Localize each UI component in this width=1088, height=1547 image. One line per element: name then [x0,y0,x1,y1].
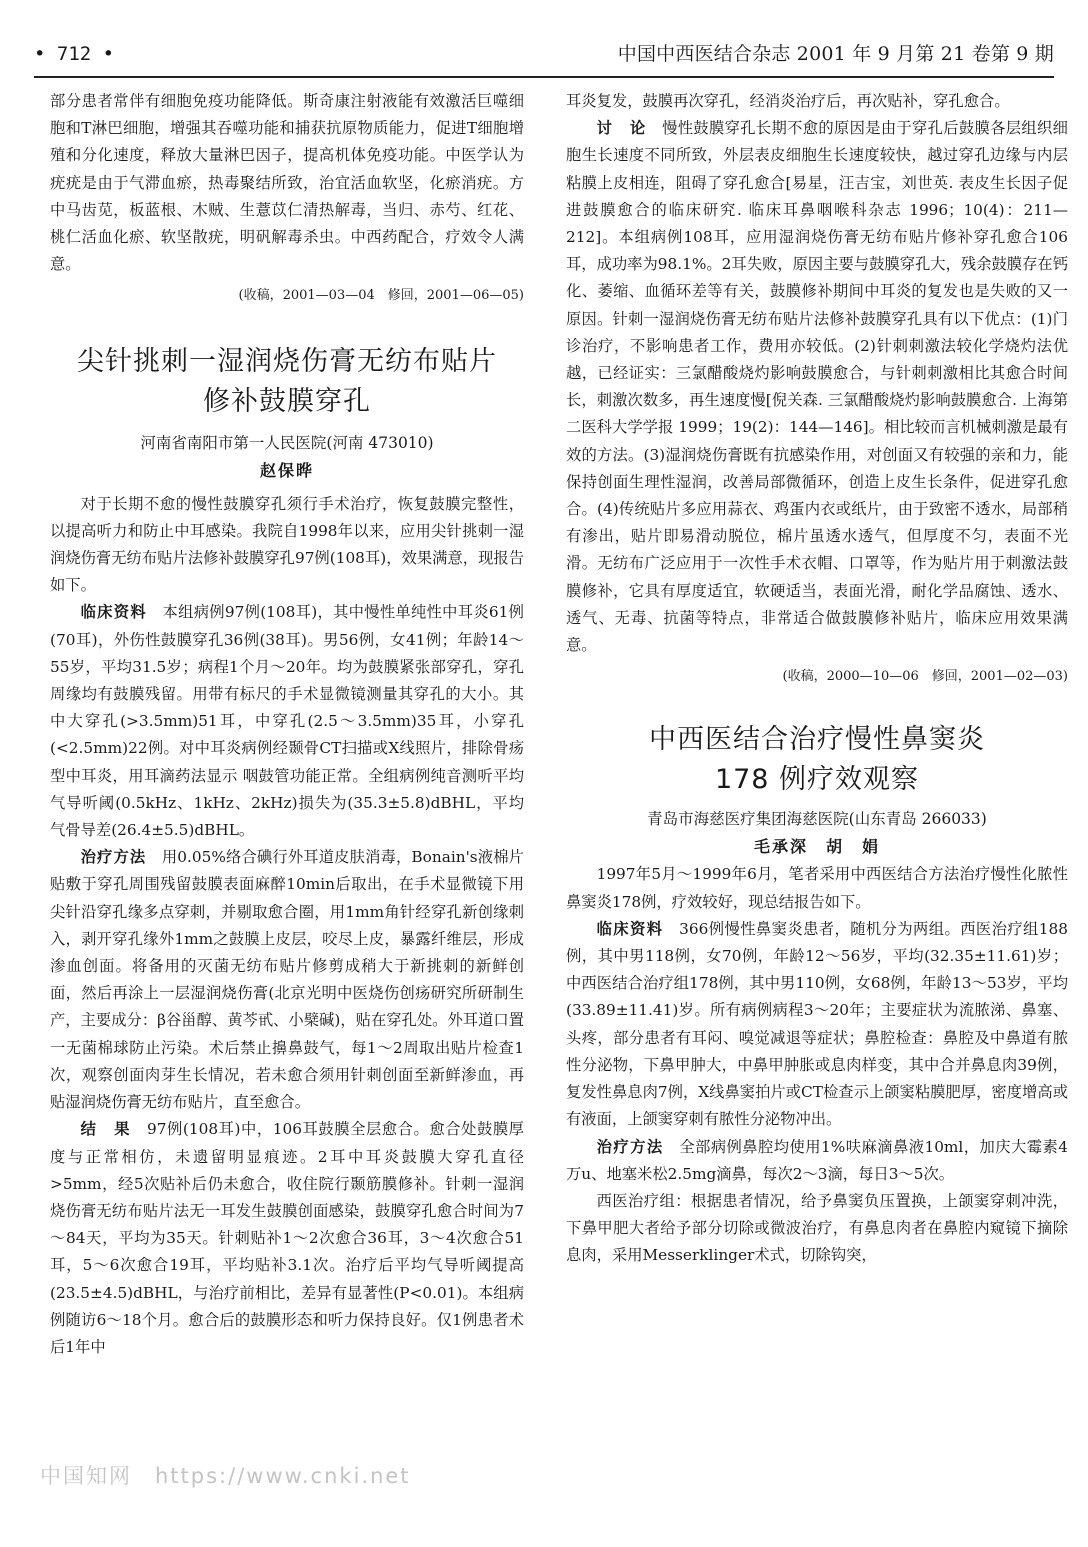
article-author: 赵保晔 [259,460,314,480]
header-rule [34,76,1054,78]
article-title-line2: 修补鼓膜穿孔 [203,385,371,417]
discussion-text: 慢性鼓膜穿孔长期不愈的原因是由于穿孔后鼓膜各层组织细胞生长速度不同所致，外层表皮细胞生长速度较快，越过穿孔边缘与内层粘膜上皮相连，阻碍了穿孔愈合[易星，汪吉宝，刘世英. 表皮生长因子促进鼓膜愈合的临床研究. 临床耳鼻咽喉科杂志 1996；10(4)：211—212]。本组病例108耳，应用湿润烧伤膏无纺布贴片修补穿孔愈合106耳，成功率为98.1%。2耳失败，原因主要与鼓膜穿孔大，残余鼓膜存在钙化、萎缩、血循环差等有关，鼓膜修补期间中耳炎的复发也是失败的又一原因。针刺一湿润烧伤膏无纺布贴片法修补鼓膜穿孔具有以下优点：(1)门诊治疗，不影响患者工作，费用亦较低。(2)针刺刺激法较化学烧灼法优越，已经证实：三氯醋酸烧灼影响鼓膜愈合，与针刺刺激相比其愈合时间长，刺激次数多，再生速度慢[倪关森. 三氯醋酸烧灼影响鼓膜愈合. 上海第二医科大学学报 1999；19(2)：144—146]。相比较而言机械刺激是最有效的方法。(3)湿润烧伤膏既有抗感染作用，对创面又有较强的亲和力，能保持创面生理性湿润，改善局部微循环，创造上皮生长条件，促进穿孔愈合。(4)传统贴片多应用蒜衣、鸡蛋内衣或纸片，由于致密不透水，局部稍有渗出，贴片即易滑动脱位，棉片虽透水透气，但厚度不匀，表面不光滑。无纺布广泛应用于一次性手术衣帽、口罩等，作为贴片用于刺激法鼓膜修补，它具有厚度适宜，软硬适当，表面光滑，耐化学品腐蚀、透水、透气、无毒、抗菌等特点，非常适合做鼓膜修补贴片，临床应用效果满意。 [566,119,1068,655]
article2-western-paragraph: 西医治疗组：根据患者情况，给予鼻窦负压置换，上颌窦穿刺冲洗，下鼻甲肥大者给予部分切除或微波治疗，有鼻息肉者在鼻腔内窥镜下摘除息肉，采用Messerklinger术式，切除钩突， [566,1191,1068,1265]
article-title-line1: 尖针挑刺一湿润烧伤膏无纺布贴片 [77,345,497,377]
clinical-data-paragraph [50,599,524,844]
left-column [50,88,524,1361]
journal-citation: 中国中西医结合杂志 2001 年 9 月第 21 卷第 9 期 [617,43,1054,65]
previous-article-received-date: (收稿，2001—03—04 修回，2001—06—05) [238,288,524,304]
discussion-paragraph [566,115,1068,659]
cnki-watermark: 中国知网 https://www.cnki.net [40,1464,411,1488]
article2-method-text: 全部病例鼻腔均使用1%呋麻滴鼻液10ml，加庆大霉素4万u、地塞米松2.5mg滴鼻，每次2～3滴，每日3～5次。 [566,1137,1068,1183]
treatment-method-paragraph [50,844,524,1116]
article2-affiliation: 青岛市海慈医疗集团海慈医院(山东青岛 266033) [647,810,987,829]
article2-clinical-text: 366例慢性鼻窦炎患者，随机分为两组。西医治疗组188例，其中男118例，女70例，年龄12～56岁，平均(32.35±11.61)岁；中西医结合治疗组178例，其中男110例，女68例，年龄13～53岁，平均(33.89±11.41)岁。所有病例病程3～20年；主要症状为流脓涕、鼻塞、头疼，部分患者有耳闷、嗅觉减退等症状；鼻腔检查：鼻腔及中鼻道有脓性分泌物，下鼻甲肿大，中鼻甲肿胀或息肉样变，其中合并鼻息肉39例，复发性鼻息肉7例，X线鼻窦拍片或CT检查示上颌窦粘膜肥厚，密度增高或有液面，上颌窦穿刺有脓性分泌物冲出。 [566,919,1068,1129]
discussion-label: 讨 论 [596,119,647,138]
clinical-data-label: 临床资料 [80,603,147,622]
right-column [566,88,1068,1270]
article2-title-line1: 中西医结合治疗慢性鼻窦炎 [649,724,985,756]
treatment-method-label: 治疗方法 [80,848,147,867]
article2-method-paragraph [566,1134,1068,1188]
result-text: 97例(108耳)中，106耳鼓膜全层愈合。愈合处鼓膜厚度与正常相仿，未遗留明显痕迹。2耳中耳炎鼓膜大穿孔直径>5mm，经5次贴补后仍未愈合，收住院行颞筋膜修补。针刺一湿润烧伤膏无纺布贴片法无一耳发生鼓膜创面感染，鼓膜穿孔愈合时间为7～84天，平均为35天。针刺贴补1～2次愈合36耳，3～4次愈合51耳，5～6次愈合19耳，平均贴补3.1次。治疗后平均气导听阈提高(23.5±4.5)dBHL，与治疗前相比，差异有显著性(P<0.01)。本组病例随访6～18个月。愈合后的鼓膜形态和听力保持良好。仅1例患者术后1年中 [50,1120,524,1356]
previous-article-ending: 部分患者常伴有细胞免疫功能降低。斯奇康注射液能有效激活巨噬细胞和T淋巴细胞，增强其吞噬功能和捕获抗原物质能力，促进T细胞增殖和分化速度，释放大量淋巴因子，提高机体免疫功能。中医学认为疣疣是由于气滞血瘀，热毒聚结所致，治宜活血软坚，化瘀消疣。方中马齿苋，板蓝根、木贼、生薏苡仁清热解毒，当归、赤芍、红花、桃仁活血化瘀、软坚散疣，明矾解毒杀虫。中西药配合，疗效令人满意。 [50,92,524,274]
clinical-data-text: 本组病例97例(108耳)，其中慢性单纯性中耳炎61例(70耳)，外伤性鼓膜穿孔36例(38耳)。男56例，女41例；年龄14～55岁，平均31.5岁；病程1个月～20年。均为鼓膜紧张部穿孔，穿孔周缘均有鼓膜残留。用带有标尺的手术显微镜测量其穿孔的大小。其中大穿孔(>3.5mm)51耳，中穿孔(2.5～3.5mm)35耳，小穿孔(<2.5mm)22例。对中耳炎病例经颞骨CT扫描或X线照片，排除骨疡型中耳炎，用耳滴药法显示 咽鼓管功能正常。全组病例纯音测听平均气导听阈(0.5kHz、1kHz、2kHz)损失为(35.3±5.8)dBHL，平均气骨导差(26.4±5.5)dBHL。 [50,603,524,840]
article-intro: 对于长期不愈的慢性鼓膜穿孔须行手术治疗，恢复鼓膜完整性，以提高听力和防止中耳感染。我院自1998年以来，应用尖针挑刺一湿润烧伤膏无纺布贴片法修补鼓膜穿孔97例(108耳)，效果满意，现报告如下。 [50,494,524,595]
result-label: 结 果 [80,1120,132,1139]
article2-intro: 1997年5月～1999年6月，笔者采用中西医结合方法治疗慢性化脓性鼻窦炎178例，疗效较好，现总结报告如下。 [566,865,1068,911]
result-paragraph [50,1116,524,1361]
article2-clinical-label: 临床资料 [596,919,664,938]
article2-clinical-paragraph [566,916,1068,1134]
article2-authors: 毛承深 胡 娟 [753,837,880,857]
article-affiliation: 河南省南阳市第一人民医院(河南 473010) [140,433,434,452]
treatment-method-text: 用0.05%络合碘行外耳道皮肤消毒，Bonain's液棉片贴敷于穿孔周围残留鼓膜表面麻醉10min后取出，在手术显微镜下用尖针沿穿孔缘多点穿刺，并剔取愈合圈，用1mm角针经穿孔新创缘刺入，剥开穿孔缘外1mm之鼓膜上皮层，咬尽上皮，暴露纤维层，形成渗血创面。将备用的灭菌无纺布贴片修剪成稍大于新挑刺的新鲜创面，然后再涂上一层湿润烧伤膏(北京光明中医烧伤创疡研究所研制生产，主要成分：β谷甾醇、黄芩甙、小檗碱)，贴在穿孔处。外耳道口置一无菌棉球防止污染。术后禁止擤鼻鼓气，每1～2周取出贴片检查1次，观察创面肉芽生长情况，若未愈合须用针刺创面至新鲜渗血，再贴湿润烧伤膏无纺布贴片，直至愈合。 [50,848,524,1112]
result-continued: 耳炎复发，鼓膜再次穿孔，经消炎治疗后，再次贴补，穿孔愈合。 [566,92,1010,110]
page-header [34,38,1054,78]
article-received-date: (收稿，2000—10—06 修回，2001—02—03) [782,669,1068,685]
article2-title-line2: 178 例疗效观察 [714,764,920,796]
article2-method-label: 治疗方法 [596,1137,664,1156]
page-number: • 712 • [34,43,115,65]
